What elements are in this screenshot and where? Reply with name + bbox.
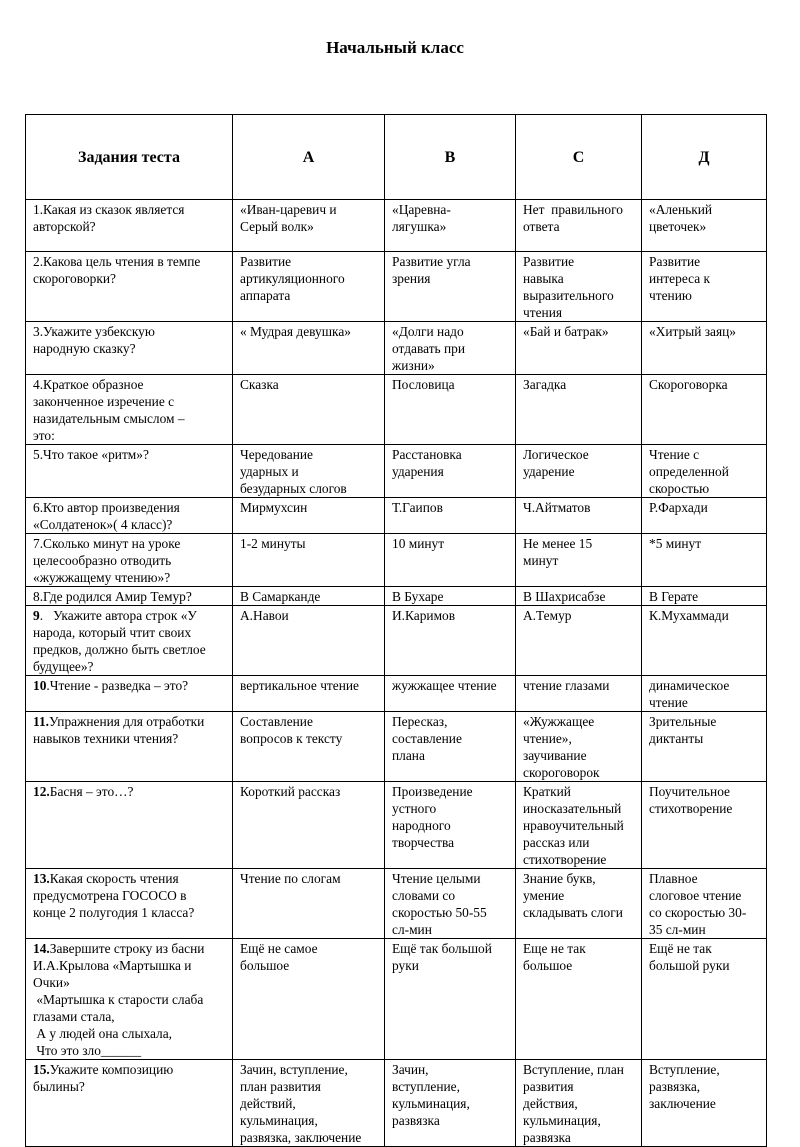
cell-line: складывать слоги bbox=[523, 905, 623, 920]
answer-option-c bbox=[516, 869, 642, 939]
cell-line: Знание букв, bbox=[523, 871, 596, 886]
cell-line: иносказательный bbox=[523, 801, 622, 816]
answer-option-c bbox=[516, 445, 642, 498]
cell-line: Чтение по слогам bbox=[240, 871, 341, 886]
cell-line: К.Мухаммади bbox=[649, 608, 729, 623]
cell-line: ударения bbox=[392, 464, 444, 479]
cell-line: Зачин, bbox=[392, 1062, 429, 1077]
cell-line: Короткий рассказ bbox=[240, 784, 341, 799]
question-cell bbox=[26, 498, 233, 534]
answer-option-a bbox=[233, 200, 385, 252]
cell-line: «Царевна- bbox=[392, 202, 451, 217]
cell-line: И.А.Крылова «Мартышка и bbox=[33, 958, 192, 973]
cell-line: Развитие bbox=[240, 254, 292, 269]
cell-line: Краткий bbox=[523, 784, 571, 799]
answer-option-a bbox=[233, 252, 385, 322]
answer-option-b bbox=[385, 322, 516, 375]
cell-line: Очки» bbox=[33, 975, 70, 990]
cell-line: Ещё не самое bbox=[240, 941, 318, 956]
cell-line: В Самарканде bbox=[240, 589, 321, 604]
table-row bbox=[26, 782, 767, 869]
cell-line: конце 2 полугодия 1 класса? bbox=[33, 905, 195, 920]
cell-line: Пересказ, bbox=[392, 714, 448, 729]
question-cell bbox=[26, 939, 233, 1060]
cell-line: руки bbox=[392, 958, 419, 973]
cell-line: чтения bbox=[523, 305, 563, 320]
cell-line: Мирмухсин bbox=[240, 500, 308, 515]
cell-line: «Иван-царевич и bbox=[240, 202, 337, 217]
question-cell bbox=[26, 869, 233, 939]
cell-line bbox=[33, 535, 225, 552]
answer-option-b bbox=[385, 587, 516, 606]
cell-line: ударных и bbox=[240, 464, 299, 479]
cell-line bbox=[33, 446, 225, 463]
cell-line: жужжащее чтение bbox=[392, 678, 497, 693]
answer-option-c bbox=[516, 252, 642, 322]
cell-line: определенной bbox=[649, 464, 729, 479]
cell-line: чтение», bbox=[523, 731, 572, 746]
cell-line: Развитие bbox=[523, 254, 575, 269]
cell-line: развязка bbox=[523, 1130, 571, 1145]
question-cell bbox=[26, 587, 233, 606]
cell-line bbox=[33, 713, 225, 730]
cell-line bbox=[33, 588, 225, 605]
answer-option-b bbox=[385, 375, 516, 445]
table-header-row bbox=[26, 115, 767, 200]
cell-line: Вступление, план bbox=[523, 1062, 624, 1077]
cell-line: Серый волк» bbox=[240, 219, 314, 234]
answer-option-c bbox=[516, 375, 642, 445]
answer-option-d bbox=[642, 782, 767, 869]
answer-option-a bbox=[233, 712, 385, 782]
answer-option-a bbox=[233, 375, 385, 445]
cell-line: это: bbox=[33, 428, 55, 443]
cell-line: чтение bbox=[649, 695, 688, 710]
question-text-line: Сколько минут на уроке bbox=[43, 536, 181, 551]
cell-line: «Долги надо bbox=[392, 324, 464, 339]
cell-line: стихотворение bbox=[649, 801, 733, 816]
cell-line: развязка, заключение bbox=[240, 1130, 362, 1145]
cell-line: 35 сл-мин bbox=[649, 922, 706, 937]
question-number: 15. bbox=[33, 1062, 50, 1077]
question-number: 3. bbox=[33, 324, 44, 339]
answer-option-b bbox=[385, 445, 516, 498]
answer-option-b bbox=[385, 869, 516, 939]
cell-line: артикуляционного bbox=[240, 271, 345, 286]
cell-line: чтению bbox=[649, 288, 692, 303]
header-option-d: Д bbox=[642, 115, 767, 200]
table-row bbox=[26, 869, 767, 939]
answer-option-b bbox=[385, 782, 516, 869]
question-text-line: Кто автор произведения bbox=[43, 500, 180, 515]
answer-option-c bbox=[516, 534, 642, 587]
answer-option-d bbox=[642, 1060, 767, 1147]
cell-line: безударных слогов bbox=[240, 481, 347, 496]
cell-line: назидательным смыслом – bbox=[33, 411, 185, 426]
question-number: 9 bbox=[33, 608, 40, 623]
question-cell bbox=[26, 322, 233, 375]
answer-option-d bbox=[642, 252, 767, 322]
question-cell bbox=[26, 200, 233, 252]
cell-line: Составление bbox=[240, 714, 313, 729]
cell-line: действий, bbox=[240, 1096, 296, 1111]
cell-line: цветочек» bbox=[649, 219, 707, 234]
cell-line: В Бухаре bbox=[392, 589, 444, 604]
header-questions: Задания теста bbox=[26, 115, 233, 200]
cell-line: аппарата bbox=[240, 288, 291, 303]
answer-option-b bbox=[385, 498, 516, 534]
cell-line: «Аленький bbox=[649, 202, 713, 217]
cell-line: развития bbox=[523, 1079, 574, 1094]
cell-line: умение bbox=[523, 888, 565, 903]
cell-line: вступление, bbox=[392, 1079, 460, 1094]
quiz-body bbox=[26, 200, 767, 1147]
cell-line: Загадка bbox=[523, 377, 567, 392]
cell-line: Поучительное bbox=[649, 784, 731, 799]
answer-option-c bbox=[516, 587, 642, 606]
answer-option-a bbox=[233, 1060, 385, 1147]
cell-line: скоростью bbox=[649, 481, 710, 496]
cell-line: Ещё так большой bbox=[392, 941, 492, 956]
quiz-table bbox=[25, 114, 767, 1147]
cell-line: А.Темур bbox=[523, 608, 572, 623]
table-row bbox=[26, 587, 767, 606]
answer-option-b bbox=[385, 712, 516, 782]
cell-line: народную сказку? bbox=[33, 341, 136, 356]
cell-line: интереса к bbox=[649, 271, 711, 286]
answer-option-b bbox=[385, 939, 516, 1060]
answer-option-a bbox=[233, 534, 385, 587]
cell-line: Произведение bbox=[392, 784, 473, 799]
question-number: 12. bbox=[33, 784, 50, 799]
cell-line: Еще не так bbox=[523, 941, 586, 956]
cell-line: зрения bbox=[392, 271, 431, 286]
table-row bbox=[26, 498, 767, 534]
table-row bbox=[26, 712, 767, 782]
cell-line: стихотворение bbox=[523, 852, 607, 867]
question-number: 2. bbox=[33, 254, 44, 269]
cell-line: Не менее 15 bbox=[523, 536, 593, 551]
answer-option-a bbox=[233, 445, 385, 498]
cell-line: составление bbox=[392, 731, 462, 746]
cell-line: А у людей она слыхала, bbox=[33, 1026, 173, 1041]
header-option-b: В bbox=[385, 115, 516, 200]
cell-line: навыка bbox=[523, 271, 564, 286]
cell-line bbox=[33, 940, 225, 957]
answer-option-c bbox=[516, 939, 642, 1060]
cell-line: «Мартышка к старости слаба bbox=[33, 992, 204, 1007]
table-row bbox=[26, 445, 767, 498]
question-text-line: Краткое образное bbox=[43, 377, 144, 392]
question-cell bbox=[26, 676, 233, 712]
answer-option-b bbox=[385, 1060, 516, 1147]
question-number: 7. bbox=[33, 536, 44, 551]
answer-option-a bbox=[233, 782, 385, 869]
table-row bbox=[26, 322, 767, 375]
cell-line: вопросов к тексту bbox=[240, 731, 343, 746]
answer-option-d bbox=[642, 587, 767, 606]
answer-option-b bbox=[385, 606, 516, 676]
cell-line: нравоучительный bbox=[523, 818, 624, 833]
table-row bbox=[26, 676, 767, 712]
cell-line: ответа bbox=[523, 219, 560, 234]
cell-line: «Хитрый заяц» bbox=[649, 324, 737, 339]
cell-line: законченное изречение с bbox=[33, 394, 175, 409]
answer-option-d bbox=[642, 200, 767, 252]
cell-line: минут bbox=[523, 553, 559, 568]
cell-line: устного bbox=[392, 801, 437, 816]
cell-line: развязка, bbox=[649, 1079, 701, 1094]
question-cell bbox=[26, 534, 233, 587]
table-row bbox=[26, 200, 767, 252]
cell-line: навыков техники чтения? bbox=[33, 731, 179, 746]
cell-line: народа, который чтит своих bbox=[33, 625, 192, 640]
answer-option-c bbox=[516, 712, 642, 782]
cell-line bbox=[33, 376, 225, 393]
answer-option-a bbox=[233, 606, 385, 676]
question-cell bbox=[26, 712, 233, 782]
cell-line: сл-мин bbox=[392, 922, 432, 937]
answer-option-a bbox=[233, 498, 385, 534]
cell-line bbox=[33, 253, 225, 270]
cell-line: Расстановка bbox=[392, 447, 462, 462]
cell-line: Сказка bbox=[240, 377, 279, 392]
cell-line: былины? bbox=[33, 1079, 85, 1094]
cell-line: «Бай и батрак» bbox=[523, 324, 609, 339]
table-row bbox=[26, 534, 767, 587]
answer-option-a bbox=[233, 939, 385, 1060]
question-cell bbox=[26, 782, 233, 869]
question-number: 11. bbox=[33, 714, 49, 729]
cell-line: лягушка» bbox=[392, 219, 447, 234]
cell-line: В Шахрисабзе bbox=[523, 589, 606, 604]
question-cell bbox=[26, 252, 233, 322]
cell-line: Пословица bbox=[392, 377, 455, 392]
question-number: 14. bbox=[33, 941, 50, 956]
cell-line: Плавное bbox=[649, 871, 698, 886]
cell-line: *5 минут bbox=[649, 536, 702, 551]
cell-line: Зачин, вступление, bbox=[240, 1062, 348, 1077]
question-cell bbox=[26, 1060, 233, 1147]
table-row bbox=[26, 252, 767, 322]
question-number: 1. bbox=[33, 202, 44, 217]
cell-line: кульминация, bbox=[523, 1113, 601, 1128]
answer-option-b bbox=[385, 534, 516, 587]
question-text-line: Какая скорость чтения bbox=[49, 871, 179, 886]
cell-line: Скороговорка bbox=[649, 377, 728, 392]
answer-option-c bbox=[516, 1060, 642, 1147]
cell-line: отдавать при bbox=[392, 341, 466, 356]
cell-line bbox=[33, 1061, 225, 1078]
cell-line: развязка bbox=[392, 1113, 440, 1128]
cell-line: И.Каримов bbox=[392, 608, 456, 623]
question-text-line: Что такое «ритм»? bbox=[43, 447, 149, 462]
question-text-line: Басня – это…? bbox=[49, 784, 134, 799]
cell-line bbox=[33, 201, 225, 218]
question-number: 5. bbox=[33, 447, 44, 462]
cell-line: жизни» bbox=[392, 358, 435, 373]
table-row bbox=[26, 375, 767, 445]
cell-line: слоговое чтение bbox=[649, 888, 742, 903]
answer-option-a bbox=[233, 676, 385, 712]
answer-option-c bbox=[516, 782, 642, 869]
cell-line: большой руки bbox=[649, 958, 730, 973]
cell-line: вертикальное чтение bbox=[240, 678, 359, 693]
cell-line: Р.Фархади bbox=[649, 500, 708, 515]
answer-option-b bbox=[385, 200, 516, 252]
cell-line: « Мудрая девушка» bbox=[240, 324, 351, 339]
cell-line: народного bbox=[392, 818, 451, 833]
question-cell bbox=[26, 445, 233, 498]
cell-line: ударение bbox=[523, 464, 575, 479]
cell-line: диктанты bbox=[649, 731, 704, 746]
question-number: 4. bbox=[33, 377, 44, 392]
answer-option-b bbox=[385, 676, 516, 712]
question-number: 10 bbox=[33, 678, 47, 693]
answer-option-c bbox=[516, 676, 642, 712]
cell-line: В Герате bbox=[649, 589, 699, 604]
cell-line: скороговорок bbox=[523, 765, 600, 780]
question-text-line: Какова цель чтения в темпе bbox=[43, 254, 201, 269]
answer-option-d bbox=[642, 534, 767, 587]
cell-line: скороговорки? bbox=[33, 271, 116, 286]
question-cell bbox=[26, 375, 233, 445]
cell-line: Ч.Айтматов bbox=[523, 500, 591, 515]
question-number: 13. bbox=[33, 871, 50, 886]
cell-line: Нет правильного bbox=[523, 202, 623, 217]
table-row bbox=[26, 606, 767, 676]
cell-line: Что это зло______ bbox=[33, 1043, 142, 1058]
cell-line bbox=[33, 783, 225, 800]
header-option-a: А bbox=[233, 115, 385, 200]
cell-line: Развитие bbox=[649, 254, 701, 269]
question-text-line: Где родился Амир Темур? bbox=[43, 589, 192, 604]
cell-line: Чтение целыми bbox=[392, 871, 481, 886]
answer-option-c bbox=[516, 498, 642, 534]
cell-line: 10 минут bbox=[392, 536, 445, 551]
table-row bbox=[26, 939, 767, 1060]
cell-line: рассказ или bbox=[523, 835, 590, 850]
page-title: Начальный класс bbox=[326, 38, 464, 57]
cell-line: «Жужжащее bbox=[523, 714, 595, 729]
cell-line: словами со bbox=[392, 888, 456, 903]
cell-line: А.Навои bbox=[240, 608, 289, 623]
cell-line: кульминация, bbox=[392, 1096, 470, 1111]
cell-line: целесообразно отводить bbox=[33, 553, 172, 568]
question-text-line: Укажите композицию bbox=[49, 1062, 174, 1077]
answer-option-d bbox=[642, 322, 767, 375]
cell-line: авторской? bbox=[33, 219, 96, 234]
answer-option-b bbox=[385, 252, 516, 322]
question-text-line: .Чтение - разведка – это? bbox=[46, 678, 189, 693]
cell-line: плана bbox=[392, 748, 425, 763]
cell-line: действия, bbox=[523, 1096, 578, 1111]
cell-line: Вступление, bbox=[649, 1062, 720, 1077]
question-text-line: . Укажите автора строк «У bbox=[39, 608, 197, 623]
cell-line: большое bbox=[523, 958, 573, 973]
answer-option-c bbox=[516, 606, 642, 676]
cell-line: заучивание bbox=[523, 748, 587, 763]
cell-line: скоростью 50-55 bbox=[392, 905, 487, 920]
table-row bbox=[26, 1060, 767, 1147]
answer-option-c bbox=[516, 322, 642, 375]
answer-option-d bbox=[642, 375, 767, 445]
answer-option-d bbox=[642, 676, 767, 712]
cell-line: Чередование bbox=[240, 447, 313, 462]
question-text-line: Завершите строку из басни bbox=[49, 941, 205, 956]
question-text-line: Какая из сказок является bbox=[43, 202, 185, 217]
answer-option-d bbox=[642, 712, 767, 782]
cell-line bbox=[33, 323, 225, 340]
cell-line: Развитие угла bbox=[392, 254, 471, 269]
cell-line: творчества bbox=[392, 835, 455, 850]
cell-line: 1-2 минуты bbox=[240, 536, 306, 551]
answer-option-d bbox=[642, 498, 767, 534]
question-text-line: Упражнения для отработки bbox=[49, 714, 205, 729]
cell-line: Зрительные bbox=[649, 714, 717, 729]
answer-option-d bbox=[642, 606, 767, 676]
question-text-line: Укажите узбекскую bbox=[43, 324, 155, 339]
cell-line bbox=[33, 499, 225, 516]
cell-line: заключение bbox=[649, 1096, 716, 1111]
answer-option-d bbox=[642, 869, 767, 939]
answer-option-a bbox=[233, 587, 385, 606]
cell-line: кульминация, bbox=[240, 1113, 318, 1128]
cell-line: «жужжащему чтению»? bbox=[33, 570, 171, 585]
cell-line: выразительного bbox=[523, 288, 614, 303]
header-option-c: С bbox=[516, 115, 642, 200]
cell-line bbox=[33, 607, 225, 624]
cell-line: динамическое bbox=[649, 678, 730, 693]
cell-line: Ещё не так bbox=[649, 941, 712, 956]
cell-line: предков, должно быть светлое bbox=[33, 642, 206, 657]
cell-line: со скоростью 30- bbox=[649, 905, 747, 920]
answer-option-d bbox=[642, 445, 767, 498]
cell-line: «Солдатенок»( 4 класс)? bbox=[33, 517, 173, 532]
cell-line: Чтение с bbox=[649, 447, 700, 462]
cell-line bbox=[33, 677, 225, 694]
question-cell bbox=[26, 606, 233, 676]
cell-line: план развития bbox=[240, 1079, 321, 1094]
cell-line: Т.Гаипов bbox=[392, 500, 443, 515]
answer-option-d bbox=[642, 939, 767, 1060]
cell-line: Логическое bbox=[523, 447, 589, 462]
question-number: 6. bbox=[33, 500, 44, 515]
cell-line: чтение глазами bbox=[523, 678, 610, 693]
question-number: 8. bbox=[33, 589, 44, 604]
cell-line: глазами стала, bbox=[33, 1009, 115, 1024]
cell-line: будущее»? bbox=[33, 659, 94, 674]
cell-line bbox=[33, 870, 225, 887]
cell-line: большое bbox=[240, 958, 290, 973]
answer-option-c bbox=[516, 200, 642, 252]
answer-option-a bbox=[233, 869, 385, 939]
answer-option-a bbox=[233, 322, 385, 375]
cell-line: предусмотрена ГОСОСО в bbox=[33, 888, 187, 903]
